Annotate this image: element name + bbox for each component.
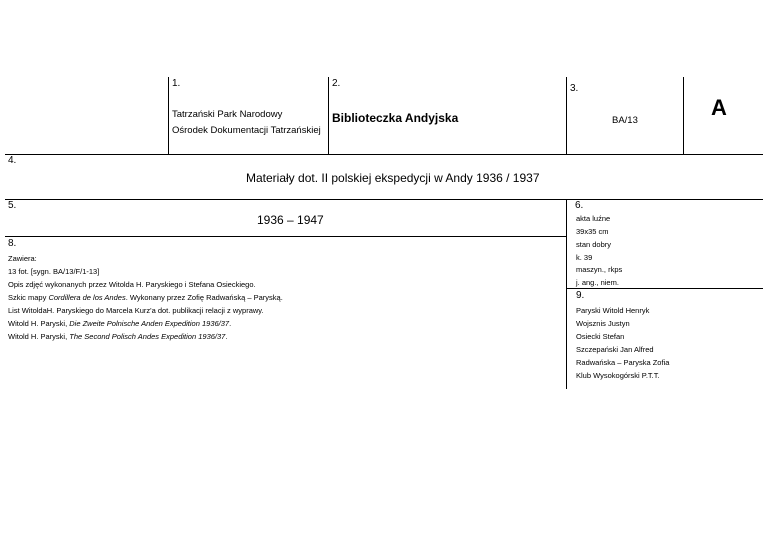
contents-line: List WitoldaH. Paryskiego do Marcela Kurz'a dot. publikacji relacji z wyprawy.: [8, 306, 264, 315]
divider-v-3: [566, 77, 567, 154]
divider-v-content: [566, 199, 567, 389]
physical-description-item: j. ang., niem.: [576, 278, 619, 287]
contents-line: 13 fot. [sygn. BA/13/F/1-13]: [8, 267, 100, 276]
date-range: 1936 – 1947: [257, 213, 324, 227]
divider-v-2: [328, 77, 329, 154]
record-title: Materiały dot. II polskiej ekspedycji w Andy 1936 / 1937: [246, 171, 540, 185]
physical-description-item: stan dobry: [576, 240, 612, 249]
divider-h-section6-bottom: [566, 288, 763, 289]
institution-department: Ośrodek Dokumentacji Tatrzańskiej: [172, 125, 321, 136]
map-title: Cordillera de los Andes: [48, 293, 126, 302]
section3-number: 3.: [570, 83, 579, 94]
section9-number: 9.: [576, 290, 585, 301]
person-name: Szczepański Jan Alfred: [576, 345, 654, 354]
physical-description-item: 39x35 cm: [576, 227, 609, 236]
person-name: Wojsznis Justyn: [576, 319, 630, 328]
person-name: Osiecki Stefan: [576, 332, 625, 341]
divider-h-section5-bottom: [5, 236, 566, 237]
person-name: Paryski Witold Henryk: [576, 306, 650, 315]
organization-name: Klub Wysokogórski P.T.T.: [576, 371, 660, 380]
section6-number: 6.: [575, 200, 584, 211]
divider-v-4: [683, 77, 684, 154]
section2-number: 2.: [332, 78, 341, 89]
divider-v-1: [168, 77, 169, 154]
person-name: Radwańska – Paryska Zofia: [576, 358, 670, 367]
section4-number: 4.: [8, 155, 17, 166]
section8-number: 8.: [8, 238, 17, 249]
divider-h-header-bottom: [5, 154, 763, 155]
physical-description-item: k. 39: [576, 253, 593, 262]
archive-signature: BA/13: [612, 115, 638, 126]
contents-line: Szkic mapy Cordillera de los Andes. Wykonany przez Zofię Radwańską – Paryską.: [8, 293, 283, 302]
contents-line: Witold H. Paryski, The Second Polisch Andes Expedition 1936/37.: [8, 332, 228, 341]
section1-number: 1.: [172, 78, 181, 89]
publication-title: Die Zweite Polnische Anden Expedition 1936/37: [69, 319, 230, 328]
section5-number: 5.: [8, 200, 17, 211]
category-letter: A: [711, 95, 727, 120]
publication-title: The Second Polisch Andes Expedition 1936/37: [69, 332, 226, 341]
contents-heading: Zawiera:: [8, 254, 37, 263]
physical-description-item: maszyn., rkps: [576, 265, 623, 274]
collection-name: Biblioteczka Andyjska: [332, 111, 459, 125]
physical-description-item: akta luźne: [576, 214, 611, 223]
contents-line: Opis zdjęć wykonanych przez Witolda H. Paryskiego i Stefana Osieckiego.: [8, 280, 256, 289]
contents-line: Witold H. Paryski, Die Zweite Polnische Anden Expedition 1936/37.: [8, 319, 232, 328]
institution-name: Tatrzański Park Narodowy: [172, 109, 283, 120]
divider-h-title-bottom: [5, 199, 763, 200]
